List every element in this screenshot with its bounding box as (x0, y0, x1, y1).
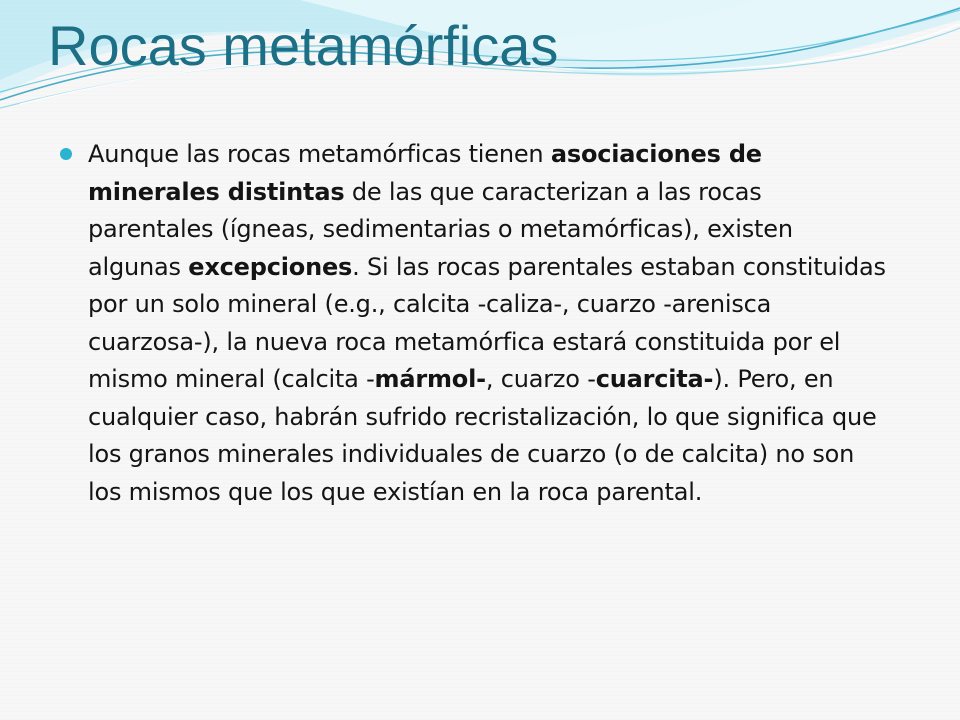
slide-title: Rocas metamórficas (48, 14, 559, 77)
bold-phrase: excepciones (188, 252, 353, 281)
bold-phrase: cuarcita- (595, 365, 714, 393)
bullet-dot-icon (60, 148, 72, 160)
bullet-item (60, 136, 890, 511)
bullet-text (88, 136, 890, 511)
bold-phrase: asociaciones de minerales distintas (88, 140, 762, 206)
text-segment: . Si las rocas parentales estaban constituidas por un solo mineral (e.g., calcita -caliza-, cuarzo -arenisca cuarzosa-), la nueva roca metamórfica estará constituida por el mismo mineral (calcita - (88, 252, 886, 393)
slide-content (60, 136, 890, 511)
bold-phrase: mármol- (374, 365, 486, 393)
text-segment: , cuarzo - (485, 365, 596, 393)
text-segment: Aunque las rocas metamórficas tienen (88, 140, 551, 168)
text-segment: ). Pero, en cualquier caso, habrán sufrido recristalización, lo que significa que los granos minerales individuales de cuarzo (o de calcita) no son los mismos que los que existían en la roca parental. (88, 365, 877, 506)
text-segment: de las que caracterizan a las rocas parentales (ígneas, sedimentarias o metamórficas), existen algunas (88, 177, 793, 281)
